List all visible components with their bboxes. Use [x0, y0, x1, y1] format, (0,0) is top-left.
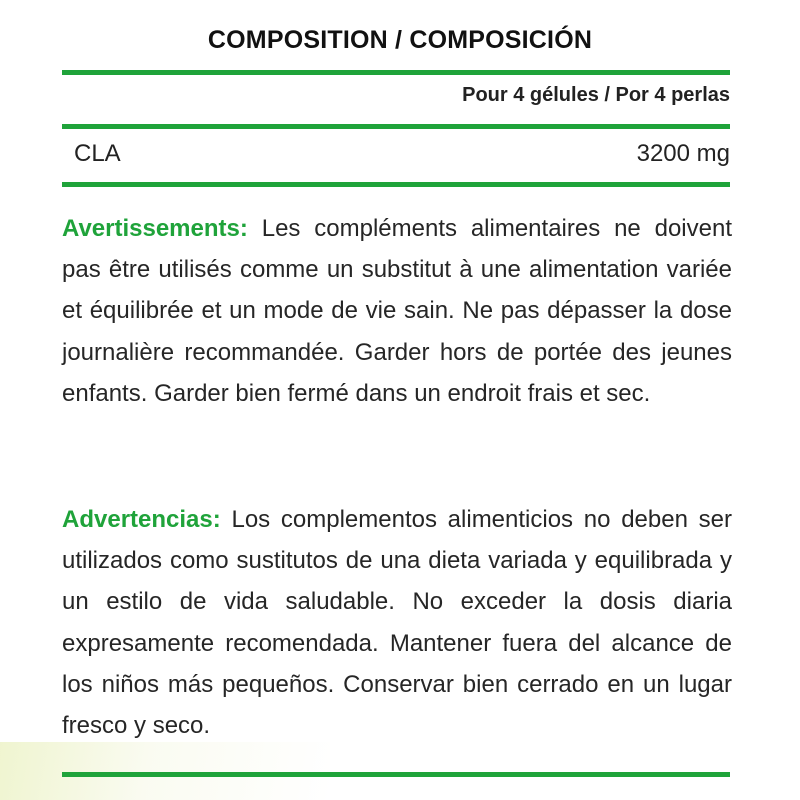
- warnings-fr-label: Avertissements:: [62, 215, 248, 242]
- divider-footer: [62, 772, 730, 777]
- ingredient-amount: 3200 mg: [636, 140, 730, 167]
- warnings-fr-paragraph: [62, 208, 732, 414]
- ingredient-name: CLA: [74, 140, 121, 167]
- warnings-es-text: Los complementos alimenticios no deben ser utilizados como sustitutos de una dieta variada y equilibrada y un estilo de vida saludable. No exceder la dosis diaria expresamente recomendada. Mantener fuera del alcance de los niños más pequeños. Conservar bien cerrado en un lugar fresco y seco.: [62, 506, 732, 740]
- warnings-es-label: Advertencias:: [62, 506, 221, 533]
- divider-bottom: [62, 182, 730, 187]
- divider-header: [62, 124, 730, 129]
- composition-title: COMPOSITION / COMPOSICIÓN: [207, 26, 593, 54]
- warnings-es-paragraph: [62, 499, 732, 746]
- decorative-background-graphic: [0, 742, 330, 800]
- warnings-fr-text: Les compléments alimentaires ne doivent pas être utilisés comme un substitut à une alimentation variée et équilibrée et un mode de vie sain. Ne pas dépasser la dose journalière recommandée. Garder hors de portée des jeunes enfants. Garder bien fermé dans un endroit frais et sec.: [62, 215, 733, 407]
- divider-top: [62, 70, 730, 75]
- per-serving-label: Pour 4 gélules / Por 4 perlas: [462, 84, 730, 106]
